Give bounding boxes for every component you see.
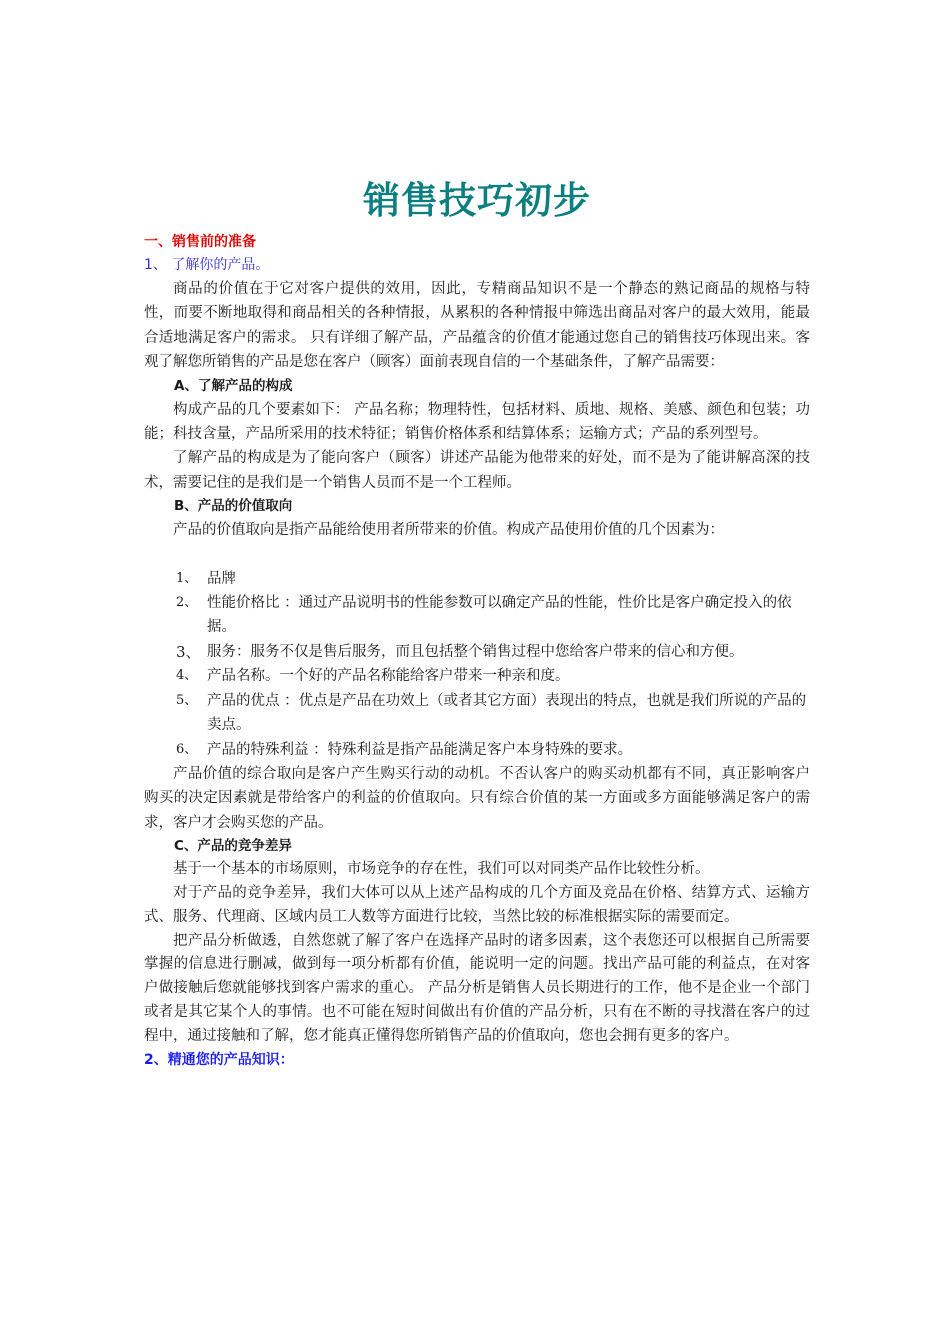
paragraph-c1: 基于一个基本的市场原则，市场竞争的存在性，我们可以对同类产品作比较性分析。 xyxy=(173,861,710,878)
list-item xyxy=(144,640,810,664)
list-item-number: 5、 xyxy=(176,692,198,708)
subsection-heading-1: 1、 了解你的产品。 xyxy=(144,257,270,273)
list-item-text: 性能价格比 ：通过产品说明书的性能参数可以确定产品的性能，性价比是客户确定投入的依据。 xyxy=(207,595,792,636)
list-item-number: 1、 xyxy=(176,570,198,586)
subheading-b: B、产品的价值取向 xyxy=(174,498,293,515)
list-item-text: 产品名称。一个好的产品名称能给客户带来一种亲和度。 xyxy=(207,668,570,685)
subheading-a: A、了解产品的构成 xyxy=(174,377,293,394)
list-item-text: 服务：服务不仅是售后服务，而且包括整个销售过程中您给客户带来的信心和方便。 xyxy=(207,643,744,660)
section-heading-1: 一、销售前的准备 xyxy=(144,234,256,250)
intro-paragraph: 商品的价值在于它对客户提供的效用，因此，专精商品知识不是一个静态的熟记商品的规格与特性，而要不断地取得和商品相关的各种情报，从累积的各种情报中筛选出商品对客户的最大效用，能最合适地满足客户的需求。 只有详细了解产品，产品蕴含的价值才能通过您自己的销售技巧体现出来。客观了解您所销售的产品是您在客户（顾客）面前表现自信的一个基础条件，了解产品需要： xyxy=(144,281,810,371)
list-item-text: 产品的优点 ：优点是产品在功效上（或者其它方面）表现出的特点，也就是我们所说的产品的卖点。 xyxy=(207,692,807,734)
list-item xyxy=(144,689,810,738)
list-item-text: 产品的特殊利益 ：特殊利益是指产品能满足客户本身特殊的要求。 xyxy=(207,741,633,758)
paragraph-c2: 对于产品的竞争差异，我们大体可以从上述产品构成的几个方面及竞品在价格、结算方式、运输方式、服务、代理商、区域内员工人数等方面进行比较，当然比较的标准根据实际的需要而定。 xyxy=(144,884,810,925)
paragraph-a1: 构成产品的几个要素如下： 产品名称；物理特性，包括材料、质地、规格、美感、颜色和包装；功能；科技含量，产品所采用的技术特征；销售价格体系和结算体系；运输方式；产品的系列型号。 xyxy=(144,401,810,443)
list-item-number: 2、 xyxy=(176,595,198,611)
subsection-heading-2: 2、精通您的产品知识： xyxy=(144,1051,294,1068)
list-item xyxy=(144,738,810,762)
paragraph-b1: 产品的价值取向是指产品能给使用者所带来的价值。构成产品使用价值的几个因素为： xyxy=(173,522,724,539)
document-body xyxy=(144,172,810,1072)
document-title: 销售技巧初步 xyxy=(363,179,591,222)
paragraph-c3: 把产品分析做透，自然您就了解了客户在选择产品时的诸多因素，这个表您还可以根据自己所需要掌握的信息进行删减，做到每一项分析都有价值，能说明一定的问题。找出产品可能的利益点，在对客户做接触后您就能够找到客户需求的重心。 产品分析是销售人员长期进行的工作，他不是企业一个部门或者是其它某个人的事情。也不可能在短时间做出有价值的产品分析，只有在不断的寻找潜在客户的过程中，通过接触和了解，您才能真正懂得您所销售产品的价值取向，您也会拥有更多的客户。 xyxy=(144,932,810,1044)
list-item-number: 4、 xyxy=(176,668,198,684)
paragraph-a2: 了解产品的构成是为了能向客户（顾客）讲述产品能为他带来的好处，而不是为了能讲解高深的技术，需要记住的是我们是一个销售人员而不是一个工程师。 xyxy=(144,450,810,491)
list-item xyxy=(144,567,810,591)
value-factor-list xyxy=(144,567,810,762)
list-item xyxy=(144,664,810,688)
list-item-number: 6、 xyxy=(176,741,198,757)
paragraph-b2: 产品价值的综合取向是客户产生购买行动的动机。不否认客户的购买动机都有不同，真正影响客户购买的决定因素就是带给客户的利益的价值取向。只有综合价值的某一方面或多方面能够满足客户的需求，客户才会购买您的产品。 xyxy=(144,765,810,831)
list-item-number: 3、 xyxy=(176,642,201,661)
list-item xyxy=(144,591,810,640)
blank-line xyxy=(144,543,810,567)
subheading-c: C、产品的竞争差异 xyxy=(174,838,292,855)
list-item-text: 品牌 xyxy=(207,570,236,587)
